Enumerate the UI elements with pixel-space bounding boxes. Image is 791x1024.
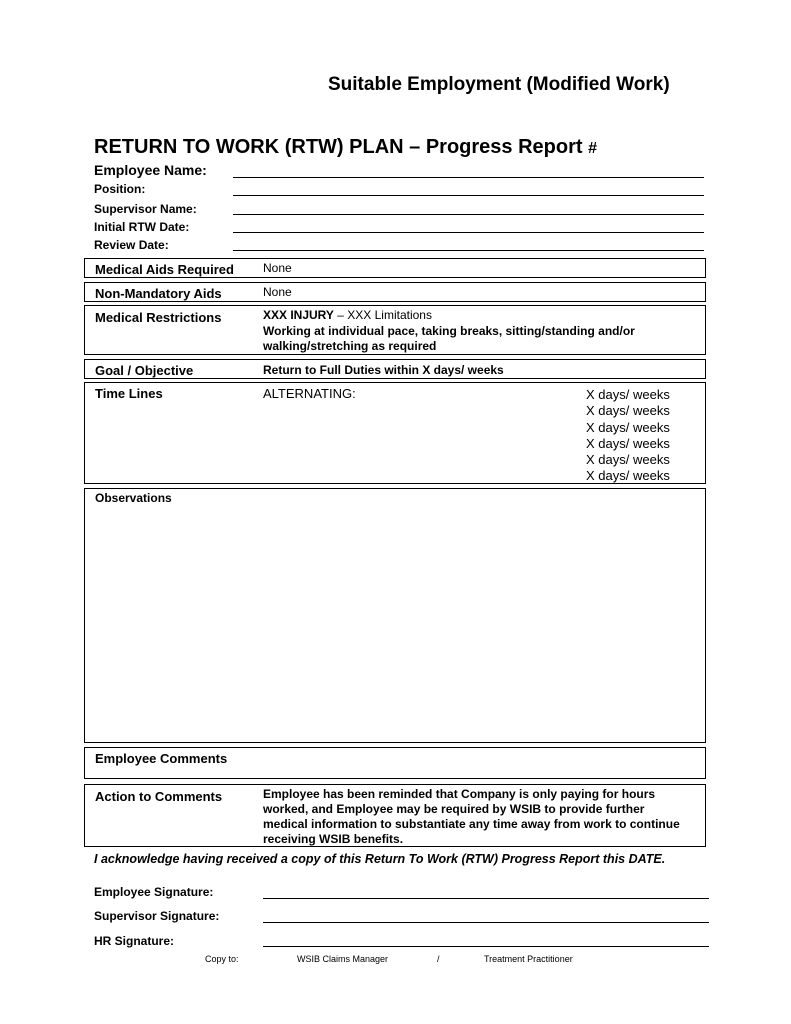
observations-box[interactable] (84, 488, 706, 743)
time-line-entry: X days/ weeks (586, 403, 670, 419)
initial-rtw-date-field[interactable] (233, 232, 704, 233)
employee-signature-field[interactable] (263, 898, 709, 899)
injury-type: XXX INJURY (263, 308, 334, 322)
supervisor-name-label: Supervisor Name: (94, 202, 197, 216)
review-date-field[interactable] (233, 250, 704, 251)
action-to-comments-value: Employee has been reminded that Company is only paying for hours worked, and Employee may be required by WSIB to provide further medical information to substantiate any time away from work to continue receiving WSIB benefits. (263, 787, 680, 846)
copy-recipient-practitioner: Treatment Practitioner (484, 954, 573, 964)
initial-rtw-date-label: Initial RTW Date: (94, 220, 190, 234)
non-mandatory-aids-value: None (263, 285, 292, 299)
goal-label: Goal / Objective (95, 363, 194, 378)
observations-label: Observations (95, 491, 172, 505)
employee-name-label: Employee Name: (94, 162, 207, 178)
plan-title-text: RETURN TO WORK (RTW) PLAN – Progress Report (94, 136, 583, 158)
medical-restrictions-label: Medical Restrictions (95, 310, 222, 325)
time-lines-row (84, 382, 706, 484)
time-line-entry: X days/ weeks (586, 452, 670, 468)
injury-line (263, 308, 432, 322)
acknowledgement-statement: I acknowledge having received a copy of this Return To Work (RTW) Progress Report this DATE. (94, 852, 666, 866)
non-mandatory-aids-label: Non-Mandatory Aids (95, 286, 222, 301)
position-label: Position: (94, 182, 146, 196)
medical-aids-row (84, 258, 706, 278)
progress-report-number-label: # (588, 140, 598, 157)
time-line-entry: X days/ weeks (586, 387, 670, 402)
goal-value: Return to Full Duties within X days/ weeks (263, 363, 504, 377)
position-field[interactable] (233, 195, 704, 196)
copy-to-label: Copy to: (205, 954, 239, 964)
supervisor-name-field[interactable] (233, 214, 704, 215)
restriction-details: Working at individual pace, taking breaks, sitting/standing and/or walking/stretching as required (263, 324, 635, 353)
supervisor-signature-field[interactable] (263, 922, 709, 923)
time-line-entry: X days/ weeks (586, 435, 670, 451)
medical-restrictions-row (84, 305, 706, 355)
copy-recipient-wsib: WSIB Claims Manager (297, 954, 389, 964)
time-lines-list (586, 387, 670, 485)
goal-row (84, 359, 706, 379)
document-title: Suitable Employment (Modified Work) (328, 74, 670, 95)
employee-comments-box[interactable] (84, 747, 706, 779)
action-to-comments-row (84, 784, 706, 847)
hr-signature-field[interactable] (263, 946, 709, 947)
supervisor-signature-label: Supervisor Signature: (94, 909, 220, 923)
time-line-entry: X days/ weeks (586, 468, 670, 484)
non-mandatory-aids-row (84, 282, 706, 302)
time-lines-mode: ALTERNATING: (263, 386, 356, 401)
medical-aids-label: Medical Aids Required (95, 262, 234, 277)
medical-aids-value: None (263, 261, 292, 275)
plan-title (94, 136, 597, 159)
hr-signature-label: HR Signature: (94, 934, 175, 948)
injury-limitations: – XXX Limitations (333, 308, 432, 322)
time-lines-label: Time Lines (95, 386, 163, 401)
employee-comments-label: Employee Comments (95, 751, 228, 766)
employee-signature-label: Employee Signature: (94, 885, 214, 899)
action-to-comments-label: Action to Comments (95, 789, 223, 804)
time-line-entry: X days/ weeks (586, 419, 670, 435)
copy-separator: / (437, 954, 440, 964)
employee-name-field[interactable] (233, 177, 704, 178)
review-date-label: Review Date: (94, 238, 169, 252)
